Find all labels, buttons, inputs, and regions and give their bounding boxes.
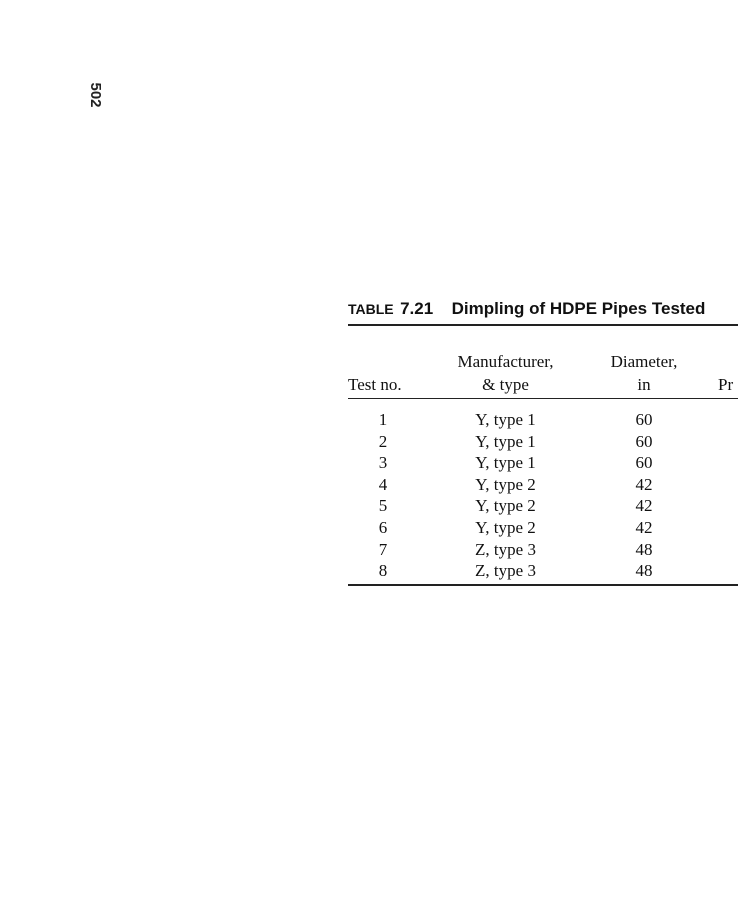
cell-test-no: 4 [378, 474, 388, 494]
cell-test-no: 1 [378, 410, 388, 429]
table-row [348, 539, 738, 561]
table-row [348, 452, 738, 474]
cell-diameter: 42 [635, 517, 653, 537]
table-row [348, 409, 738, 431]
table-header [348, 326, 738, 398]
page-number: 502 [87, 82, 105, 108]
cell-diameter: 42 [635, 496, 653, 516]
header-test-no: Test no. [348, 375, 402, 394]
cell-diameter: 60 [635, 431, 653, 451]
cell-diameter: 42 [635, 474, 653, 494]
cell-manufacturer: Y, type 1 [475, 410, 536, 429]
cell-manufacturer: Y, type 1 [475, 453, 536, 473]
cell-test-no: 5 [378, 496, 388, 516]
cell-manufacturer: Y, type 2 [475, 517, 536, 537]
table-row [348, 560, 738, 582]
table-row [348, 474, 738, 496]
header-diameter-line1: Diameter, [610, 352, 678, 371]
table-block [348, 296, 738, 586]
table-row [348, 495, 738, 517]
cell-test-no: 8 [378, 561, 388, 581]
cell-test-no: 2 [378, 431, 388, 451]
cell-manufacturer: Z, type 3 [475, 561, 536, 581]
cell-test-no: 3 [378, 453, 388, 473]
header-diameter-line2: in [637, 375, 651, 394]
cell-test-no: 7 [378, 539, 388, 559]
table-label-number: 7.21 [400, 299, 434, 318]
cell-test-no: 6 [378, 517, 388, 537]
table-row [348, 431, 738, 453]
table-body [348, 399, 738, 584]
cell-diameter: 48 [635, 561, 653, 581]
cell-manufacturer: Y, type 2 [475, 474, 536, 494]
cell-diameter: 60 [635, 453, 653, 473]
header-manufacturer-line1: Manufacturer, [457, 352, 554, 371]
table-title: Dimpling of HDPE Pipes Tested [451, 299, 706, 318]
table-label-word: TABLE [348, 301, 394, 317]
header-next-column-partial: Pr [718, 375, 734, 394]
cell-manufacturer: Y, type 1 [475, 431, 536, 451]
table-caption [348, 296, 738, 322]
cell-diameter: 60 [635, 410, 653, 429]
cell-diameter: 48 [635, 539, 653, 559]
table-row [348, 517, 738, 539]
cell-manufacturer: Y, type 2 [475, 496, 536, 516]
cell-manufacturer: Z, type 3 [475, 539, 536, 559]
table-bottom-rule [348, 584, 738, 586]
header-manufacturer-line2: & type [482, 375, 529, 394]
